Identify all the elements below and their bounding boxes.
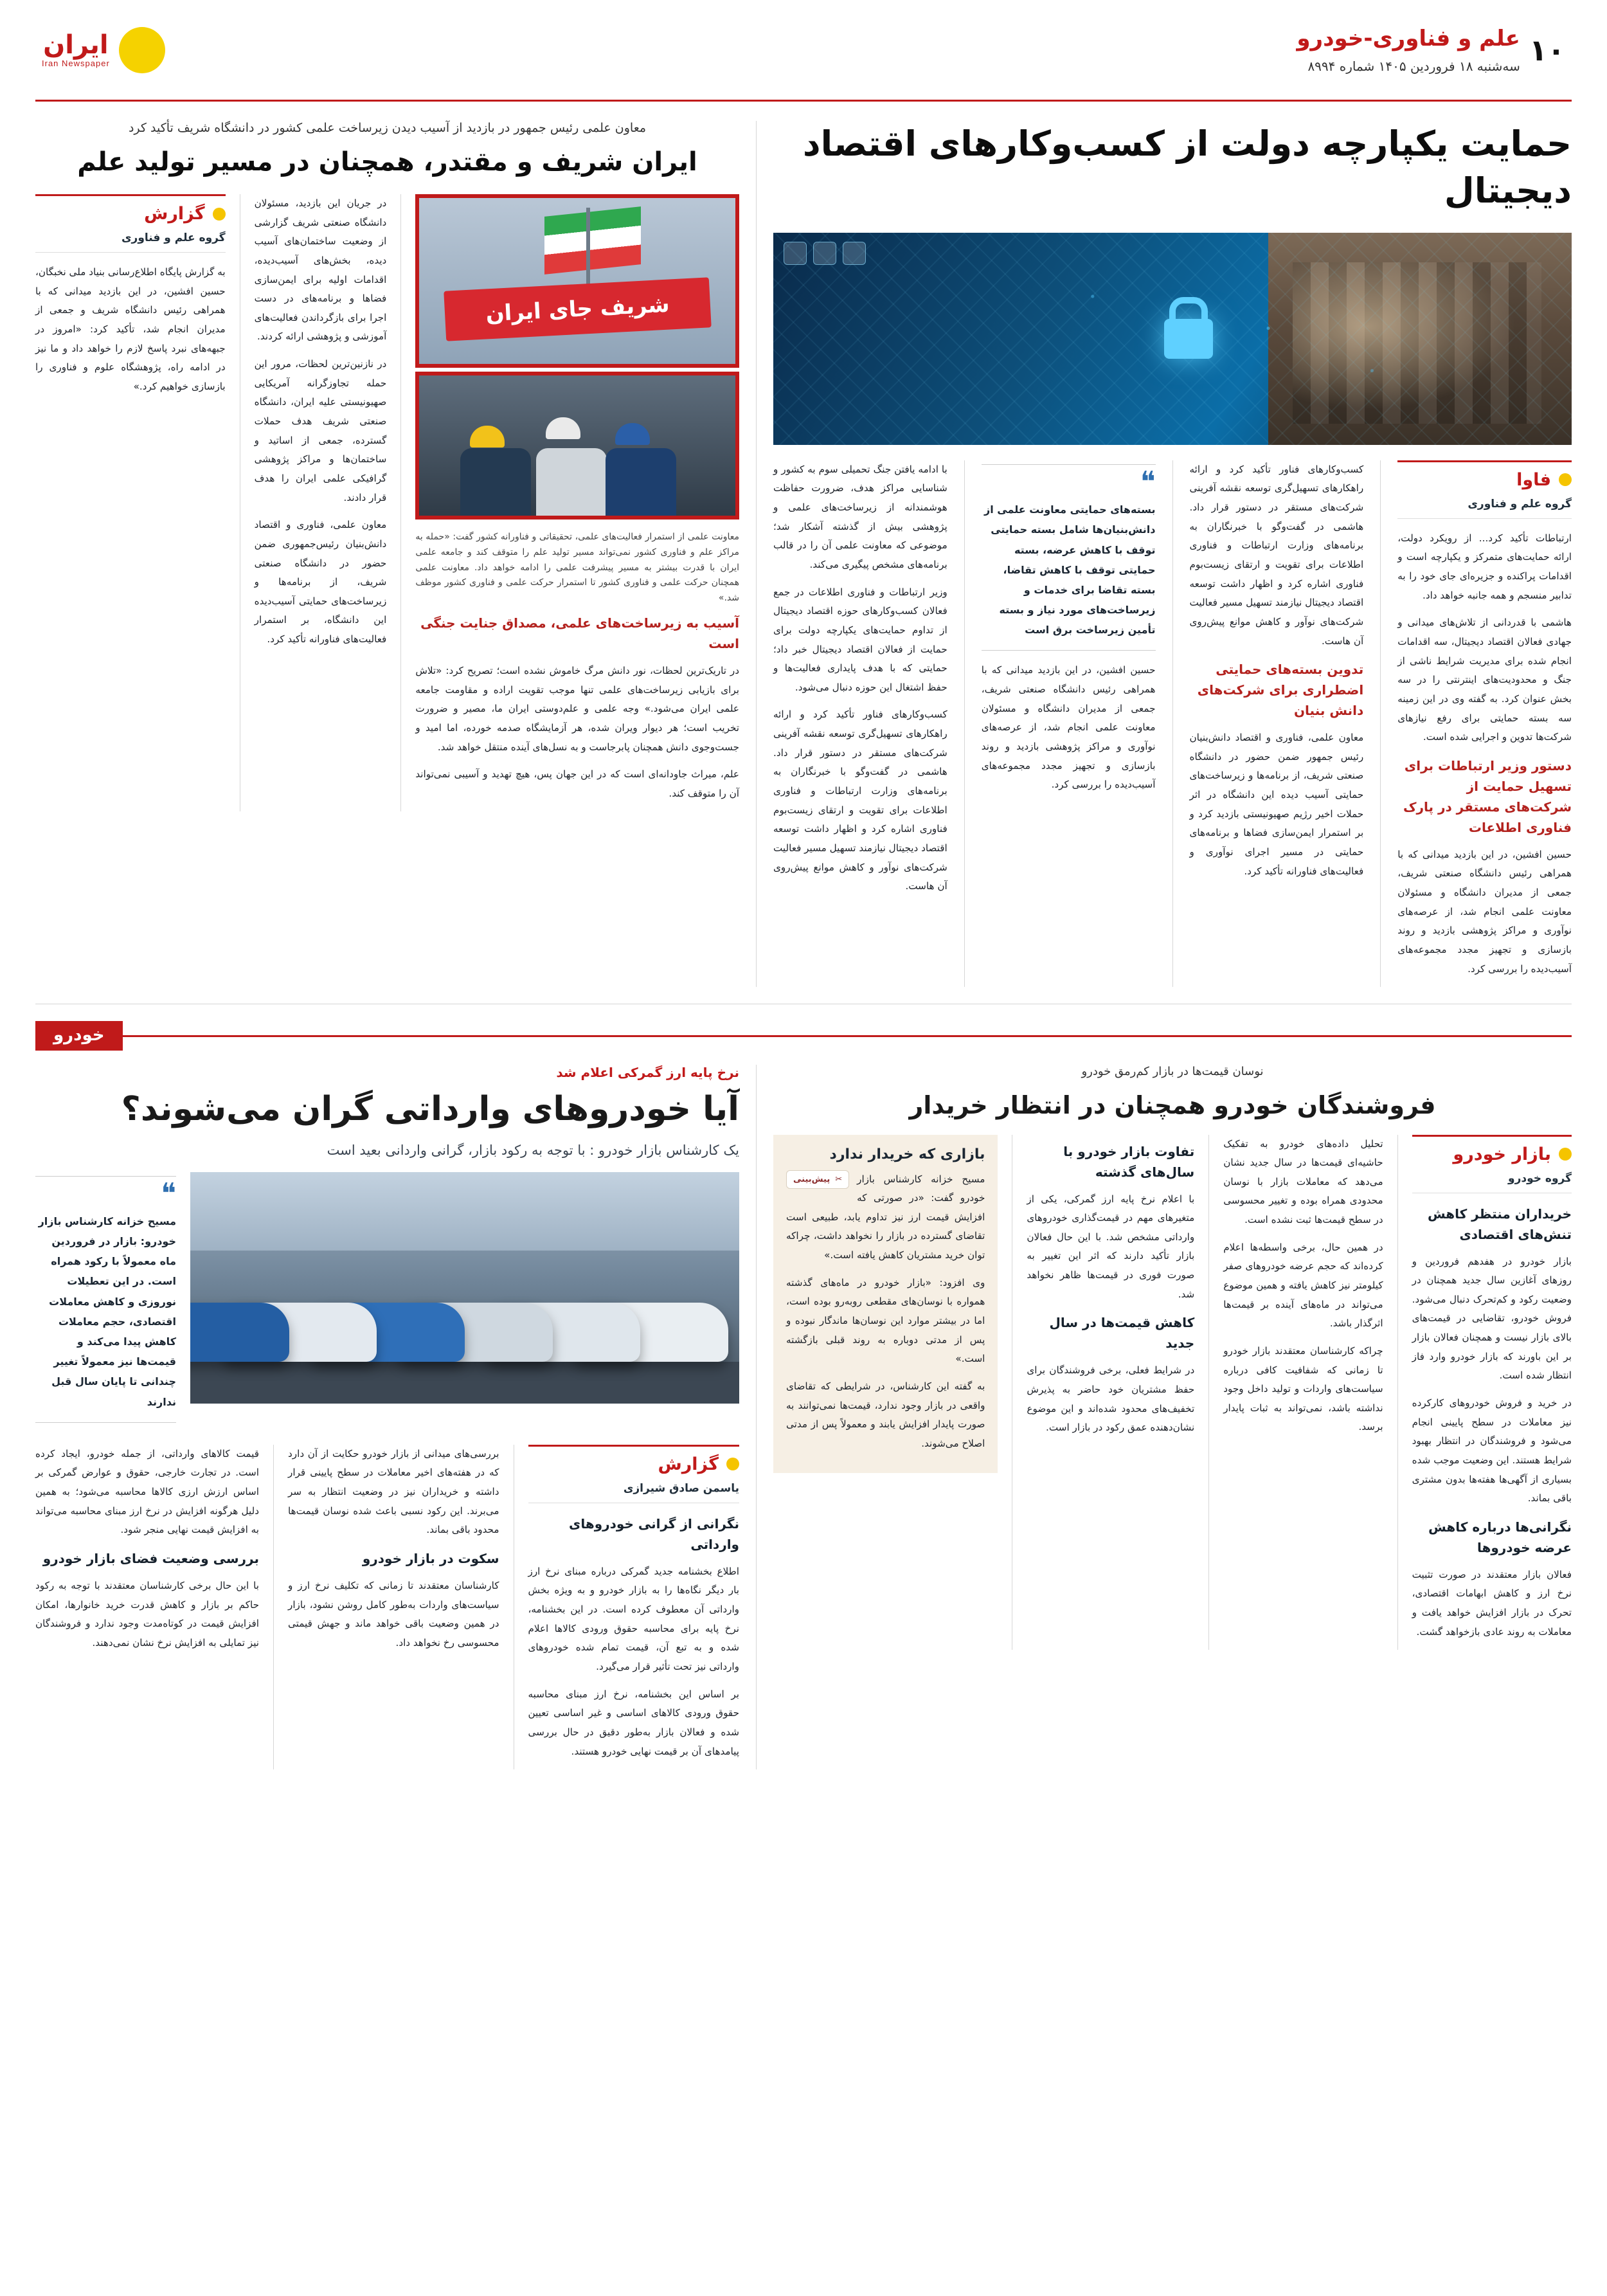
second-col-a-1: در تاریک‌ترین لحظات، نور دانش مرگ خاموش نشده است؛ تصریح کرد: «تلاش برای بازیابی زیرساخت‌های علمی تنها موجب تقویت اراده و مقاومت جامعه علمی ایران می‌شود.» وجه علمی و علم‌دوستی ایران ما، مصیر و ضرورت تخریب است؛ هر دیوار ویران شده، هر آزمایشگاه صدمه خورده، اما امید و جست‌وجوی دانش همچنان پابرجاست و به نسل‌های آینده منتقل خواهد شد. xyxy=(415,664,739,753)
helmet-icon xyxy=(470,426,505,447)
quote-icon: ❝ xyxy=(1140,465,1156,498)
bullet-dot-icon xyxy=(213,208,226,221)
second-col-b-2: معاون علمی، فناوری و اقتصاد دانش‌بنیان رئیس‌جمهوری ضمن حضور در دانشگاه صنعتی شریف، از برنامه‌ها و زیرساخت‌های حمایتی آسیب‌دیده این دانشگاه، بر استمرار فعالیت‌های فناورانه تأکید کرد. xyxy=(254,519,387,646)
chart-icon xyxy=(843,242,866,265)
car2-headline: فروشندگان خودرو همچنان در انتظار خریدار xyxy=(909,1091,1436,1120)
mail-icon xyxy=(813,242,836,265)
car2-kicker: نوسان قیمت‌ها در بازار کم‌رمق خودرو xyxy=(1081,1065,1264,1079)
second-byline: گروه علم و فناوری xyxy=(35,231,226,253)
car2-byline: گروه خودرو xyxy=(1412,1172,1572,1193)
lead-story xyxy=(773,121,1572,987)
lead-section-label-text: فاوا xyxy=(1516,469,1551,490)
lead-p5: معاون علمی، فناوری و اقتصاد دانش‌بنیان رئیس جمهور ضمن حضور در دانشگاه صنعتی شریف، از برنامه‌ها و زیرساخت‌های حمایتی آسیب دیده این دانشگاه در اثر حملات اخیر رژیم صهیونیستی بازدید کرد و بر استمرار ایمن‌سازی فضاها و برنامه‌های حمایتی در مسیر اجرای نوآوری و فعالیت‌های فناورانه تأکید کرد. xyxy=(1189,732,1364,877)
lock-icon xyxy=(1164,319,1213,359)
masthead-section-title: علم و فناوری-خودرو xyxy=(1297,25,1520,51)
second-col-b-3: به گزارش پایگاه اطلاع‌رسانی بنیاد ملی نخبگان، حسین افشین، در این بازدید میدانی که با همراهی رئیس دانشگاه شریف و جمعی از مدیران انجام شد، تأکید کرد: «امروز در جبهه‌های نبرد پاسخ لازم را خواهد داد و ما نیز در ادامه راه، پژوهشگاه علوم و فناوری را بازسازی خواهیم کرد.» xyxy=(35,266,226,392)
forecast-badge-label: پیش‌بینی xyxy=(793,1174,830,1184)
lead-p1: ارتباطات تأکید کرد... از رویکرد دولت، ارائه حمایت‌های متمرکز و یکپارچه است و اقدامات پراکنده و جزیره‌ای جای خود را به تدابیر منسجم و همه جانبه خواهد داد. xyxy=(1397,532,1572,601)
car2-section-label xyxy=(1412,1135,1572,1164)
lead-byline: گروه علم و فناوری xyxy=(1397,498,1572,519)
second-story xyxy=(35,121,757,987)
car1-pull-quote xyxy=(35,1176,176,1423)
second-col-a-2: علم، میراث جاودانه‌ای است که در این جهان پس، هیچ تهدید و آسیبی نمی‌تواند آن را متوقف کند. xyxy=(415,768,739,799)
lead-column-1 xyxy=(1397,460,1572,988)
second-kicker: معاون علمی رئیس جمهور در بازدید از آسیب دیدن زیرساخت علمی کشور در دانشگاه شریف تأکید کرد xyxy=(128,121,647,135)
car2-subhead-d: کاهش قیمت‌ها در سال جدید xyxy=(1049,1315,1195,1351)
logo-text-en: Iran Newspaper xyxy=(42,59,110,69)
car2-box-p1: مسیح خزانه کارشناس بازار خودرو گفت: «در صورتی که افزایش قیمت ارز نیز تداوم یابد، طبیعی است تقاضای گسترده در بازار را نخواهد داشت، چراکه توان خرید مشتریان کاهش یافته است.» xyxy=(786,1173,985,1261)
car1-p6: با این حال برخی کارشناسان معتقدند با توجه به رکود حاکم بر بازار و کاهش قدرت خرید خانوارها، امکان افزایش قیمت در کوتاه‌مدت وجود ندارد و فروشندگان نیز تمایلی به افزایش نرخ نشان نمی‌دهند. xyxy=(35,1579,259,1649)
car2-p8: در شرایط فعلی، برخی فروشندگان برای حفظ مشتریان خود حاضر به پذیرش تخفیف‌های محدود شده‌اند و این موضوع نشان‌دهنده عمق رکود در بازار است. xyxy=(1027,1364,1195,1434)
car2-p1: بازار خودرو در هفدهم فروردین و روزهای آغازین سال جدید همچنان در وضعیت رکود و کم‌تحرک دنبال می‌شود. فروش خودرو، تقاضایی در قیمت‌های بالای بازار نیست و همچنان فعالان بازار بر این باورند که بازار خودرو وارد فاز انتظار شده است. xyxy=(1412,1255,1572,1382)
car1-overline: نرخ پایه ارز گمرکی اعلام شد xyxy=(556,1065,739,1081)
lead-hero-image xyxy=(773,233,1572,445)
bottom-section xyxy=(35,1065,1572,1769)
car2-p5: در همین حال، برخی واسطه‌ها اعلام کرده‌اند که حجم عرضه خودروهای صفر کیلومتر نیز کاهش یافته و همین موضوع می‌تواند در ماه‌های آینده بر قیمت‌ها اثرگذار باشد. xyxy=(1223,1241,1383,1330)
lead-section-label xyxy=(1397,460,1572,490)
car2-box-title: بازاری که خریدار ندارد xyxy=(829,1146,985,1162)
lead-subhead-2: دستور وزیر ارتباطات برای تسهیل حمایت از شرکت‌های مستقر در پارک فناوری اطلاعات xyxy=(1403,757,1572,835)
lead-subhead-1: تدوین بسته‌های حمایتی اضطراری برای شرکت‌های دانش بنیان xyxy=(1197,662,1364,719)
hero-icon-row xyxy=(784,242,866,265)
shield-icon xyxy=(784,242,807,265)
photo-banner-text: شریف جای ایران xyxy=(444,277,712,341)
car1-pull-quote-text: مسیح خزانه کارشناس بازار خودرو: بازار در فروردین ماه معمولاً با رکود همراه است. در این تعطیلات نوروزی و کاهش معاملات اقتصادی، حجم معاملات کاهش پیدا می‌کند و قیمت‌ها نیز معمولاً تغییر چندانی تا پایان سال قبل ندارند xyxy=(38,1215,176,1408)
forecast-badge xyxy=(786,1170,849,1189)
car1-p4: کارشناسان معتقدند تا زمانی که تکلیف نرخ ارز و سیاست‌های واردات به‌طور کامل روشن نشود، بازار در همین وضعیت باقی خواهد ماند و جهش قیمتی محسوسی رخ نخواهد داد. xyxy=(288,1579,499,1649)
page-number: ۱۰ xyxy=(1529,32,1565,68)
car1-p5: قیمت کالاهای وارداتی، از جمله خودرو، ایجاد کرده است. در تجارت خارجی، حقوق و عوارض گمرکی بر اساس ارزش ارزی کالاها محاسبه می‌شود؛ به همین دلیل هرگونه افزایش در نرخ ارز مبنای محاسبه می‌تواند به افزایش قیمت نهایی منجر شود. xyxy=(35,1447,259,1536)
iran-flag-icon xyxy=(544,206,641,275)
imported-cars-photo xyxy=(190,1172,739,1404)
second-subhead: آسیب به زیرساخت‌های علمی، مصداق جنایت جنگی است xyxy=(420,615,739,651)
bullet-dot-icon xyxy=(726,1458,739,1470)
masthead xyxy=(35,0,1572,102)
second-section-label-text: گزارش xyxy=(144,204,205,224)
logo-text-fa: ایران xyxy=(43,30,109,60)
masthead-section xyxy=(1297,25,1520,75)
car1-subhead-right: نگرانی از گرانی خودروهای وارداتی xyxy=(569,1515,739,1552)
car2-p4: تحلیل داده‌های خودرو به تفکیک حاشیه‌ای قیمت‌ها در سال جدید نشان می‌دهد که معاملات بازار با نوسان محدودی همراه بوده و تغییر محسوسی در سطح قیمت‌ها ثبت نشده است. xyxy=(1223,1137,1383,1226)
car-main-story xyxy=(35,1065,757,1769)
lead-p7: با ادامه یافتن جنگ تحمیلی سوم به کشور و شناسایی مراکز هدف، ضرورت حفاظت هوشمندانه از زیرساخت‌های علمی و پژوهشی بیش از گذشته آشکار شد؛ موضوعی که معاونت علمی آن را در قالب برنامه‌های مشخص پیگیری می‌کند. xyxy=(773,463,947,570)
car-secondary-story xyxy=(773,1065,1572,1769)
car2-section-label-text: بازار خودرو xyxy=(1453,1144,1551,1164)
quote-icon: ❝ xyxy=(161,1177,176,1210)
lead-pull-quote xyxy=(982,464,1156,651)
car1-subhead-left: بررسی وضعیت فضای بازار خودرو xyxy=(42,1550,259,1566)
car1-standfirst: یک کارشناس بازار خودرو : با توجه به رکود بازار، گرانی واردانی بعید است xyxy=(327,1142,739,1158)
car1-section-label xyxy=(528,1445,740,1474)
car1-subhead-mid: سکوت در بازار خودرو xyxy=(362,1550,499,1566)
car2-p7: با اعلام نرخ پایه ارز گمرکی، یکی از متغیرهای مهم در قیمت‌گذاری خودروهای وارداتی مشخص شد. با این حال فعالان بازار تأکید دارند که اثر این تغییر به صورت فوری در قیمت‌ها ظاهر نخواهد شد. xyxy=(1027,1193,1195,1300)
second-caption: معاونت علمی از استمرار فعالیت‌های علمی، تحقیقاتی و فناورانه کشور گفت: «حمله به مراکز علم و فناوری کشور نمی‌تواند مسیر تولید علم را متوقف کند و جامعه علمی ایران با قدرت بیشتر به مسیر پیشرفت علمی را ادامه خواهد داد. معاونت علمی همچنان حرکت علمی و فناوری کشور تا استمرار حرکت علمی و فناوری کشور موظف شد.» xyxy=(415,532,739,604)
car2-box-p2: وی افزود: «بازار خودرو در ماه‌های گذشته همواره با نوسان‌های مقطعی روبه‌رو بوده است، اما در بیشتر موارد این نوسان‌ها ماندگار نبوده و پس از مدتی دوباره به روند قبلی بازگشته است.» xyxy=(786,1276,985,1365)
car1-p2: بر اساس این بخشنامه، نرخ ارز مبنای محاسبه حقوق ورودی کالاهای اساسی و غیر اساسی تعیین شده و فعالان بازار به‌طور دقیق در حال بررسی پیامدهای آن بر قیمت نهایی خودرو هستند. xyxy=(528,1688,739,1757)
lead-p6: حسین افشین، در این بازدید میدانی که با همراهی رئیس دانشگاه صنعتی شریف، جمعی از مدیران دانشگاه و مسئولان معاونت علمی انجام شد، از عرصه‌های نوآوری و مراکز پژوهشی بازدید و روند بازسازی و تجهیز مجدد مجموعه‌های آسیب‌دیده را بررسی کرد. xyxy=(981,664,1156,791)
car2-p6: چراکه کارشناسان معتقدند بازار خودرو تا زمانی که شفافیت کافی درباره سیاست‌های واردات و تولید داخل وجود نداشته باشد، نمی‌تواند به ثبات پایدار برسد. xyxy=(1223,1344,1383,1433)
lead-column-3 xyxy=(982,460,1156,988)
car-section-tag: خودرو xyxy=(35,1021,123,1051)
car1-headline: آیا خودروهای وارداتی گران می‌شوند؟ xyxy=(121,1090,739,1129)
lead-headline: حمایت یکپارچه دولت از کسب‌وکارهای اقتصاد دیجیتال xyxy=(802,123,1572,211)
car2-p2: در خرید و فروش خودروهای کارکرده نیز معاملات در سطح پایینی انجام می‌شود و فروشندگان در انتظار بهبود شرایط هستند. این وضعیت موجب شده بسیاری از آگهی‌ها هفته‌ها بدون مشتری باقی بماند. xyxy=(1412,1397,1572,1505)
car2-highlight-box xyxy=(773,1135,998,1474)
bullet-dot-icon xyxy=(1559,473,1572,486)
lab-photo xyxy=(415,372,739,520)
car2-subhead-b: نگرانی‌ها درباره کاهش عرضه خودروها xyxy=(1428,1519,1572,1555)
bullet-dot-icon xyxy=(1559,1148,1572,1161)
scissors-icon: ✂ xyxy=(835,1174,843,1184)
top-section xyxy=(35,121,1572,1004)
second-col-b-1: در نازنین‌ترین لحظات، مرور این حمله تجاوزگرانه آمریکایی صهیونیستی علیه ایران، دانشگاه صنعتی شریف هدف حملات گسترده، جمعی از اساتید و ساختمان‌ها و مراکز پژوهشی گرافیکی علمی ایران را هدف قرار دادند. xyxy=(254,358,387,503)
lead-p2: هاشمی با قدردانی از تلاش‌های میدانی و جهادی فعالان اقتصاد دیجیتال، سه اقدامات انجام شده برای مدیریت شرایط ناشی از جنگ و محدودیت‌های اینترنتی را در سه بخش عنوان کرد. به گفته وی در این زمینه سه بسته حمایتی برای رفع نیازهای شرکت‌ها تدوین و اجرایی شده است. xyxy=(1397,617,1572,743)
second-section-label xyxy=(35,194,226,224)
car1-p1: اطلاع بخشنامه جدید گمرکی درباره مبنای نرخ ارز بار دیگر نگاه‌ها را به بازار خودرو و به ویژه بخش وارداتی آن معطوف کرده است. در این بخشنامه، نرخ پایه برای محاسبه حقوق ورودی کالاها اعلام شده و به تبع آن، قیمت تمام شده خودروهای وارداتی نیز تحت تأثیر قرار می‌گیرد. xyxy=(528,1565,739,1672)
car2-p3: فعالان بازار معتقدند در صورت تثبیت نرخ ارز و کاهش ابهامات اقتصادی، تحرک در بازار افزایش خواهد یافت و معاملات به روند عادی بازخواهد گشت. xyxy=(1412,1568,1572,1638)
car-section-divider xyxy=(35,1021,1572,1051)
lead-p4: کسب‌وکارهای فناور تأکید کرد و ارائه راهکارهای تسهیل‌گری توسعه نقشه آفرینی شرکت‌های مستقر در دستور قرار داد. هاشمی در گفت‌وگو با خبرنگاران به برنامه‌های وزارت ارتباطات و فناوری اطلاعات برای تقویت و ارتقای زیست‌بوم فناوری اشاره کرد و اظهار داشت توسعه اقتصاد دیجیتال نیازمند تسهیل مسیر فعالیت شرکت‌های نوآور و کاهش موانع پیش‌روی آن هاست. xyxy=(1189,463,1364,647)
masthead-date: سه‌شنبه ۱۸ فروردین ۱۴۰۵ شماره ۸۹۹۴ xyxy=(1307,59,1520,75)
car2-box-p3: به گفته این کارشناس، در شرایطی که تقاضای واقعی در بازار وجود ندارد، قیمت‌ها نمی‌توانند به صورت پایدار افزایش یابند و معمولاً پس از مدتی اصلاح می‌شوند. xyxy=(786,1380,985,1449)
flag-photo xyxy=(415,194,739,368)
lead-p3: حسین افشین، در این بازدید میدانی که با همراهی رئیس دانشگاه صنعتی شریف، جمعی از مدیران دانشگاه و مسئولان معاونت علمی انجام شد، از عرصه‌های نوآوری و مراکز پژوهشی بازدید و روند بازسازی و تجهیز مجدد مجموعه‌های آسیب‌دیده را بررسی کرد. xyxy=(1397,848,1572,975)
lead-column-4 xyxy=(773,460,947,988)
lead-column-2 xyxy=(1190,460,1364,988)
newspaper-logo xyxy=(42,27,165,73)
lead-p9: کسب‌وکارهای فناور تأکید کرد و ارائه راهکارهای تسهیل‌گری توسعه نقشه آفرینی شرکت‌های مستقر در دستور قرار داد. هاشمی در گفت‌وگو با خبرنگاران به برنامه‌های وزارت ارتباطات و فناوری اطلاعات برای تقویت و ارتقای زیست‌بوم فناوری اشاره کرد و اظهار داشت توسعه اقتصاد دیجیتال نیازمند تسهیل مسیر فعالیت شرکت‌های نوآور و کاهش موانع پیش‌روی آن هاست. xyxy=(773,709,947,892)
lead-pull-quote-text: بسته‌های حمایتی معاونت علمی از دانش‌بنیان‌ها شامل بسته حمایتی توقف با کاهش عرضه، بسته حمایتی توقف با کاهش تقاضا، بسته تقاضا برای خدمات و زیرساخت‌های مورد نیاز و بسته تأمین زیرساخت برق است xyxy=(984,503,1156,637)
sun-icon xyxy=(119,27,165,73)
lead-p8: وزیر ارتباطات و فناوری اطلاعات در جمع فعالان کسب‌وکارهای حوزه اقتصاد دیجیتال از تداوم حمایت‌های یکپارچه دولت برای حمایت از فعالان اقتصاد دیجیتال خبر داد؛ حمایتی که با هدف پایداری فعالیت‌ها و حفظ اشتغال این حوزه دنبال می‌شود. xyxy=(773,586,947,693)
car2-subhead-a: خریداران منتظر کاهش تنش‌های اقتصادی xyxy=(1427,1206,1572,1242)
car2-subhead-c: تفاوت بازار خودرو با سال‌های گذشته xyxy=(1063,1143,1195,1180)
car1-byline: یاسمن صادق شیرازی xyxy=(528,1482,740,1503)
second-col-a-3: در جریان این بازدید، مسئولان دانشگاه صنعتی شریف گزارشی از وضعیت ساختمان‌های آسیب دیده، بخش‌های آسیب‌دیده، اقدامات اولیه برای ایمن‌سازی فضاها و برنامه‌های در دست اجرا برای بازگرداندن فعالیت‌های آموزشی و پژوهشی ارائه کردند. xyxy=(254,197,387,343)
car1-p3: بررسی‌های میدانی از بازار خودرو حکایت از آن دارد که در هفته‌های اخیر معاملات در سطح پایینی قرار داشته و خریداران نیز در وضعیت انتظار به سر می‌برند. این رکود نسبی باعث شده نوسان قیمت‌ها محدود باقی بماند. xyxy=(288,1447,499,1536)
car1-section-label-text: گزارش xyxy=(658,1454,719,1474)
second-headline: ایران شریف و مقتدر، همچنان در مسیر تولید علم xyxy=(77,147,697,177)
